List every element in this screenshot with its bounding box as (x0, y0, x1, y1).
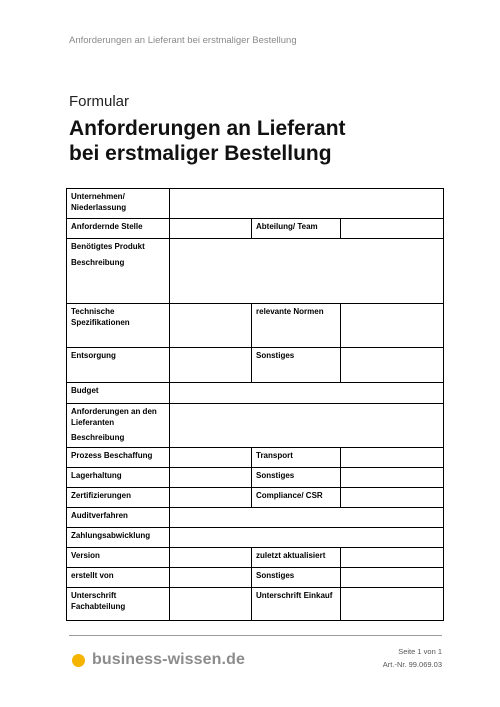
label-anforderungen-title: Anforderungen an den Lieferanten (71, 407, 157, 427)
field-sonstiges-2[interactable] (341, 468, 444, 488)
label-zertifizierungen: Zertifizierungen (67, 488, 170, 508)
label-sonstiges-2: Sonstiges (252, 468, 341, 488)
field-unterschrift-fachabteilung[interactable] (170, 588, 252, 621)
field-budget[interactable] (170, 383, 444, 404)
field-version[interactable] (170, 548, 252, 568)
field-entsorgung[interactable] (170, 348, 252, 383)
brand-logo (72, 651, 245, 669)
field-produkt-beschreibung[interactable] (170, 239, 444, 304)
label-produkt-title: Benötigtes Produkt (71, 242, 145, 251)
label-lagerhaltung: Lagerhaltung (67, 468, 170, 488)
field-zuletzt-aktualisiert[interactable] (341, 548, 444, 568)
page-number: Seite 1 von 1 (398, 647, 442, 656)
label-transport: Transport (252, 448, 341, 468)
brand-name: business-wissen.de (92, 651, 245, 668)
footer-divider (69, 635, 442, 636)
label-unterschrift-einkauf: Unterschrift Einkauf (252, 588, 341, 621)
article-number: Art.-Nr. 99.069.03 (382, 660, 442, 669)
label-version: Version (67, 548, 170, 568)
field-unternehmen[interactable] (170, 189, 444, 219)
field-prozess-beschaffung[interactable] (170, 448, 252, 468)
page-title-line-2: bei erstmaliger Bestellung (69, 142, 332, 165)
label-produkt-beschreibung: Beschreibung (71, 257, 125, 267)
label-erstellt-von: erstellt von (67, 568, 170, 588)
field-technische-spezifikationen[interactable] (170, 304, 252, 348)
label-sonstiges-1: Sonstiges (252, 348, 341, 383)
label-zahlungsabwicklung: Zahlungsabwicklung (67, 528, 170, 548)
field-zertifizierungen[interactable] (170, 488, 252, 508)
label-auditverfahren: Auditverfahren (67, 508, 170, 528)
field-anforderungen-lieferanten[interactable] (170, 404, 444, 448)
label-anforderungen-lieferanten (67, 404, 170, 448)
label-technische-spezifikationen: Technische Spezifikationen (67, 304, 170, 348)
label-compliance: Compliance/ CSR (252, 488, 341, 508)
field-transport[interactable] (341, 448, 444, 468)
document-kind: Formular (69, 93, 130, 110)
field-compliance[interactable] (341, 488, 444, 508)
label-zuletzt-aktualisiert: zuletzt aktualisiert (252, 548, 341, 568)
label-anforderungen-beschreibung: Beschreibung (71, 433, 125, 442)
running-header: Anforderungen an Lieferant bei erstmaliger Bestellung (69, 35, 297, 46)
label-benoetigtes-produkt (67, 239, 170, 304)
label-entsorgung: Entsorgung (67, 348, 170, 383)
brand-dot-icon (72, 654, 85, 667)
field-lagerhaltung[interactable] (170, 468, 252, 488)
label-budget: Budget (67, 383, 170, 404)
field-relevante-normen[interactable] (341, 304, 444, 348)
label-prozess-beschaffung: Prozess Beschaffung (67, 448, 170, 468)
field-abteilung[interactable] (341, 219, 444, 239)
label-abteilung: Abteilung/ Team (252, 219, 341, 239)
field-zahlungsabwicklung[interactable] (170, 528, 444, 548)
label-anfordernde-stelle: Anfordernde Stelle (67, 219, 170, 239)
request-form-table (66, 188, 444, 621)
field-sonstiges-3[interactable] (341, 568, 444, 588)
label-unternehmen: Unternehmen/ Niederlassung (67, 189, 170, 219)
label-unterschrift-fachabteilung: Unterschrift Fachabteilung (67, 588, 170, 621)
page-title (69, 116, 449, 166)
field-auditverfahren[interactable] (170, 508, 444, 528)
field-unterschrift-einkauf[interactable] (341, 588, 444, 621)
label-sonstiges-3: Sonstiges (252, 568, 341, 588)
label-relevante-normen: relevante Normen (252, 304, 341, 348)
page-title-line-1: Anforderungen an Lieferant (69, 117, 346, 140)
field-anfordernde-stelle[interactable] (170, 219, 252, 239)
field-erstellt-von[interactable] (170, 568, 252, 588)
field-sonstiges-1[interactable] (341, 348, 444, 383)
